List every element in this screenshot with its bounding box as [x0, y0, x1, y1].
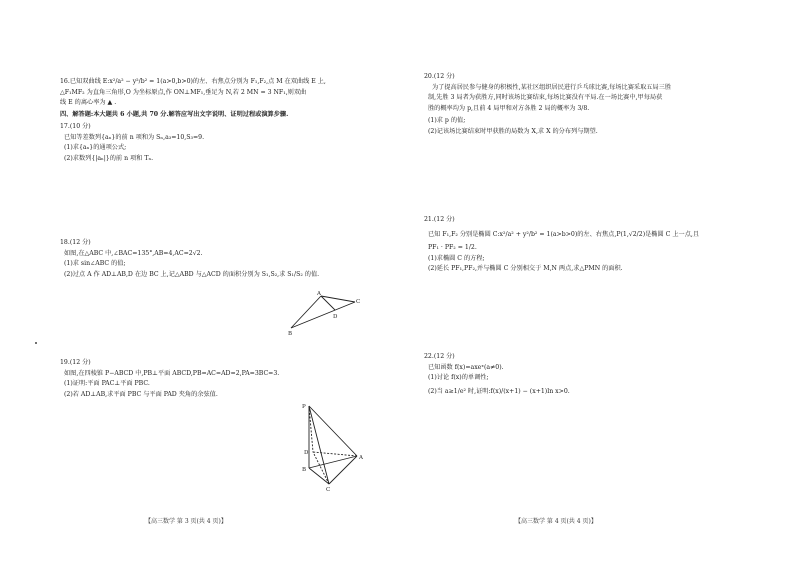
- question-22: [424, 352, 570, 397]
- section-header-answer-questions: [60, 110, 288, 121]
- question-17-line-3: (2)求数列{|aₙ|}的前 n 项和 Tₙ.: [64, 154, 154, 162]
- edge-ac: [329, 456, 357, 484]
- question-21: [424, 215, 699, 275]
- question-22-header: 22.(12 分): [424, 353, 455, 360]
- label-a: A: [317, 291, 321, 297]
- question-18-header: 18.(12 分): [60, 239, 91, 246]
- label-b: B: [302, 467, 307, 473]
- question-21-line-1: 已知 F₁,F₂ 分别是椭圆 C:x²/a² + y²/b² = 1(a>b>0)的左、右焦点,P(1,√2/2)是椭圆 C 上一点,且: [428, 230, 700, 238]
- question-20-line-1: 为了提高居民参与健身的积极性,某社区组织居民进行乒乓球比赛,每场比赛采取五局三胜: [432, 83, 672, 91]
- question-16: [60, 77, 326, 109]
- label-d: D: [333, 314, 338, 320]
- question-19-line-3: (2)若 AD⊥AB,求平面 PBC 与平面 PAD 夹角的余弦值.: [64, 390, 218, 398]
- label-d: D: [304, 450, 309, 456]
- label-b: B: [288, 331, 293, 337]
- question-20: [424, 72, 671, 138]
- question-18-line-2: (1)求 sin∠ABC 的值;: [64, 260, 126, 268]
- question-18-line-3: (2)过点 A 作 AD⊥AB,D 在边 BC 上,记△ABD 与△ACD 的面积分别为 S₁,S₂,求 S₁/S₂ 的值.: [64, 270, 320, 278]
- question-20-header: 20.(12 分): [424, 73, 455, 80]
- question-21-line-2: PF₁ · PF₂ = 1/2.: [428, 244, 477, 252]
- question-17-line-2: (1)求{aₙ}的通项公式;: [64, 144, 127, 152]
- exam-page-4: [397, 0, 794, 562]
- question-20-line-2: 制,先胜 3 局者为获胜方,同时该场比赛结束,每场比赛没有平局.在一场比赛中,甲每局获: [428, 94, 663, 102]
- question-17-header: 17.(10 分): [60, 123, 91, 130]
- question-17: [60, 122, 204, 164]
- question-22-line-1: 已知函数 f(x)=axeˣ(a≠0).: [428, 363, 504, 371]
- question-16-line-2: △F₁MF₂ 为直角三角形,O 为坐标原点,作 ON⊥MF₁,垂足为 N,若 2 MN = 3 NF₁,则双曲: [60, 88, 307, 96]
- question-21-line-3: (1)求椭圆 C 的方程;: [428, 254, 485, 262]
- segment-bc: [291, 302, 355, 328]
- label-a: A: [359, 455, 363, 461]
- question-16-line-1: 16.已知双曲线 E:x²/a² − y²/b² = 1(a>0,b>0)的左、右焦点分别为 F₁,F₂,点 M 在双曲线 E 上,: [60, 78, 326, 85]
- question-20-line-3: 胜的概率均为 p,且前 4 局甲和对方各胜 2 局的概率为 3/8.: [428, 104, 590, 112]
- question-17-line-1: 已知等差数列{aₙ}的前 n 项和为 Sₙ,a₃=10,S₃=9.: [64, 133, 205, 141]
- label-p: P: [302, 404, 306, 410]
- edge-pa: [309, 406, 357, 456]
- label-c: C: [356, 299, 361, 305]
- question-20-line-4: (1)求 p 的值;: [428, 117, 466, 125]
- section-header-text: 四、解答题:本大题共 6 小题,共 70 分.解答应写出文字说明、证明过程或演算步骤.: [60, 111, 289, 118]
- pyramid-pabcd-figure: [295, 400, 370, 492]
- edge-ad: [313, 452, 357, 456]
- question-21-header: 21.(12 分): [424, 216, 455, 223]
- page-4-footer: 【高三数学 第 4 页(共 4 页)】: [515, 518, 597, 525]
- question-19: [60, 358, 279, 400]
- segment-ba: [291, 296, 321, 328]
- question-19-line-1: 如图,在四棱锥 P−ABCD 中,PB⊥平面 ABCD,PB=AC=AD=2,PA=3BC=3.: [64, 369, 280, 377]
- label-c: C: [326, 487, 331, 493]
- question-21-line-4: (2)延长 PF₁,PF₂,并与椭圆 C 分别相交于 M,N 两点,求△PMN 的面积.: [428, 265, 623, 273]
- edge-bc: [309, 468, 329, 484]
- triangle-abc-figure: [285, 290, 365, 338]
- question-16-line-3: 线 E 的离心率为 ▲ .: [60, 99, 117, 107]
- edge-cd: [313, 452, 329, 484]
- question-19-header: 19.(12 分): [60, 359, 91, 366]
- question-22-line-3: (2)当 a≥1/e² 时,证明:f(x)/(x+1) − (x+1)ln x>0.: [428, 387, 570, 395]
- page-3-footer: 【高三数学 第 3 页(共 4 页)】: [145, 518, 227, 525]
- question-22-line-2: (1)讨论 f(x)的单调性;: [428, 374, 489, 382]
- question-19-line-2: (1)证明:平面 PAC⊥平面 PBC.: [64, 380, 150, 388]
- scan-speck: [35, 342, 37, 344]
- question-18-line-1: 如图,在△ABC 中,∠BAC=135°,AB=4,AC=2√2.: [64, 249, 203, 257]
- question-18: [60, 238, 319, 280]
- question-20-line-5: (2)记该场比赛结束时甲获胜的局数为 X,求 X 的分布列与期望.: [428, 127, 598, 135]
